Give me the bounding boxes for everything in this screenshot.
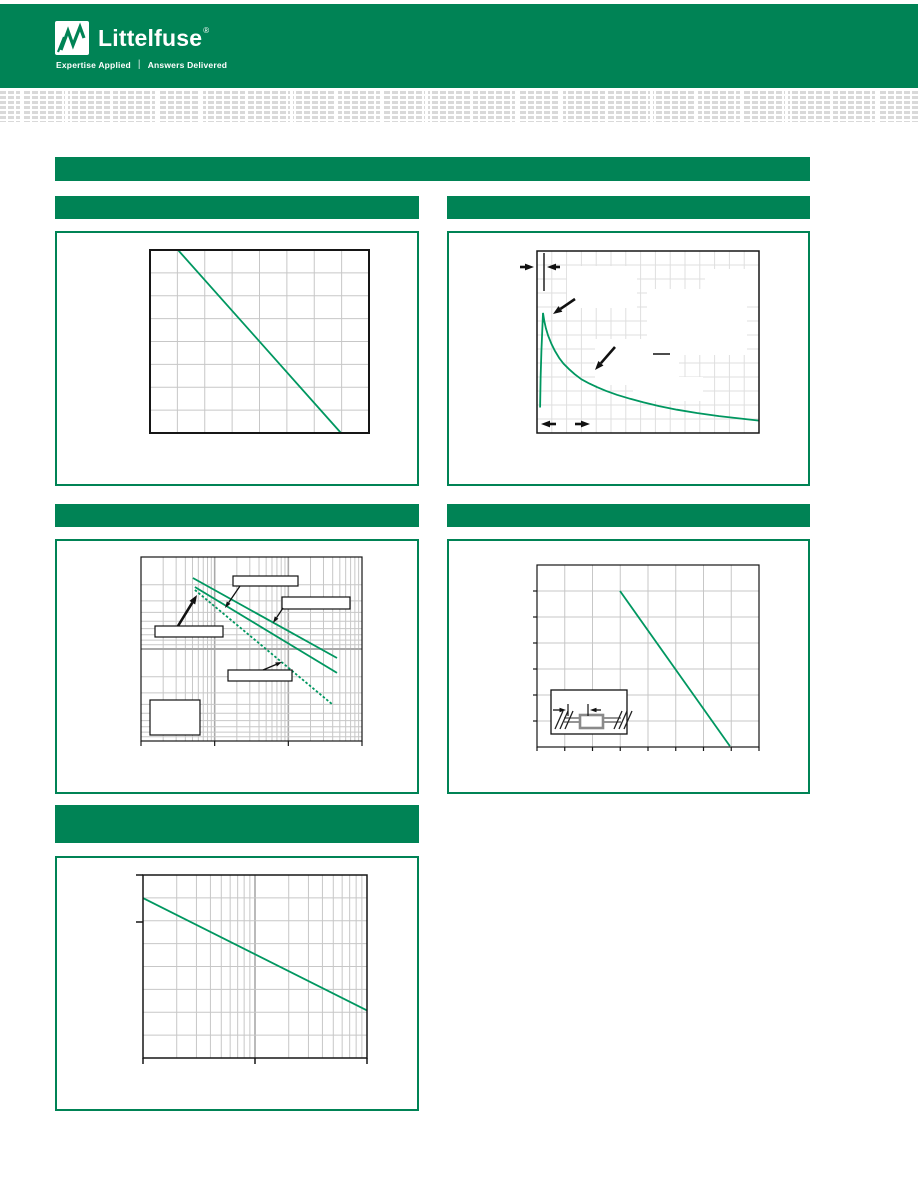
halftone-divider — [0, 90, 918, 122]
chart-panel-derating — [55, 231, 419, 486]
chart-panel-semilog-derating — [55, 856, 419, 1111]
chart-panel-pulse-waveform — [447, 231, 810, 486]
logo-text — [98, 24, 210, 51]
chart-panel-lead-length — [447, 539, 810, 794]
logo-wordmark: Littelfuse — [98, 24, 203, 51]
section-header-2 — [447, 196, 810, 219]
section-header-4 — [447, 504, 810, 527]
component-body — [580, 715, 603, 728]
chart-peak-power-derating — [57, 233, 417, 484]
chart-panel-pulse-rating — [55, 539, 419, 794]
registered-mark-symbol: ® — [203, 25, 210, 35]
chart-lead-length-derating — [449, 541, 808, 792]
chart-pulse-waveform — [449, 233, 808, 484]
callout-box-4 — [228, 670, 292, 681]
littelfuse-logo — [55, 21, 209, 55]
littelfuse-bolt-icon — [55, 21, 89, 55]
tagline-separator: | — [137, 59, 141, 70]
document-title-bar — [55, 157, 810, 181]
callout-box-1 — [233, 576, 298, 586]
chart-pulse-rating-curves — [57, 541, 417, 792]
callout-box-3 — [155, 626, 223, 637]
tagline-right: Answers Delivered — [147, 59, 228, 70]
chart-semilog-derating — [57, 858, 417, 1109]
halftone-pattern — [0, 90, 918, 122]
section-header-1 — [55, 196, 419, 219]
callout-box-2 — [282, 597, 350, 609]
section-header-5 — [55, 805, 419, 843]
section-header-3 — [55, 504, 419, 527]
legend-box — [150, 700, 200, 735]
brand-tagline — [56, 59, 227, 70]
header-band — [0, 4, 918, 88]
tagline-left: Expertise Applied — [56, 59, 131, 70]
